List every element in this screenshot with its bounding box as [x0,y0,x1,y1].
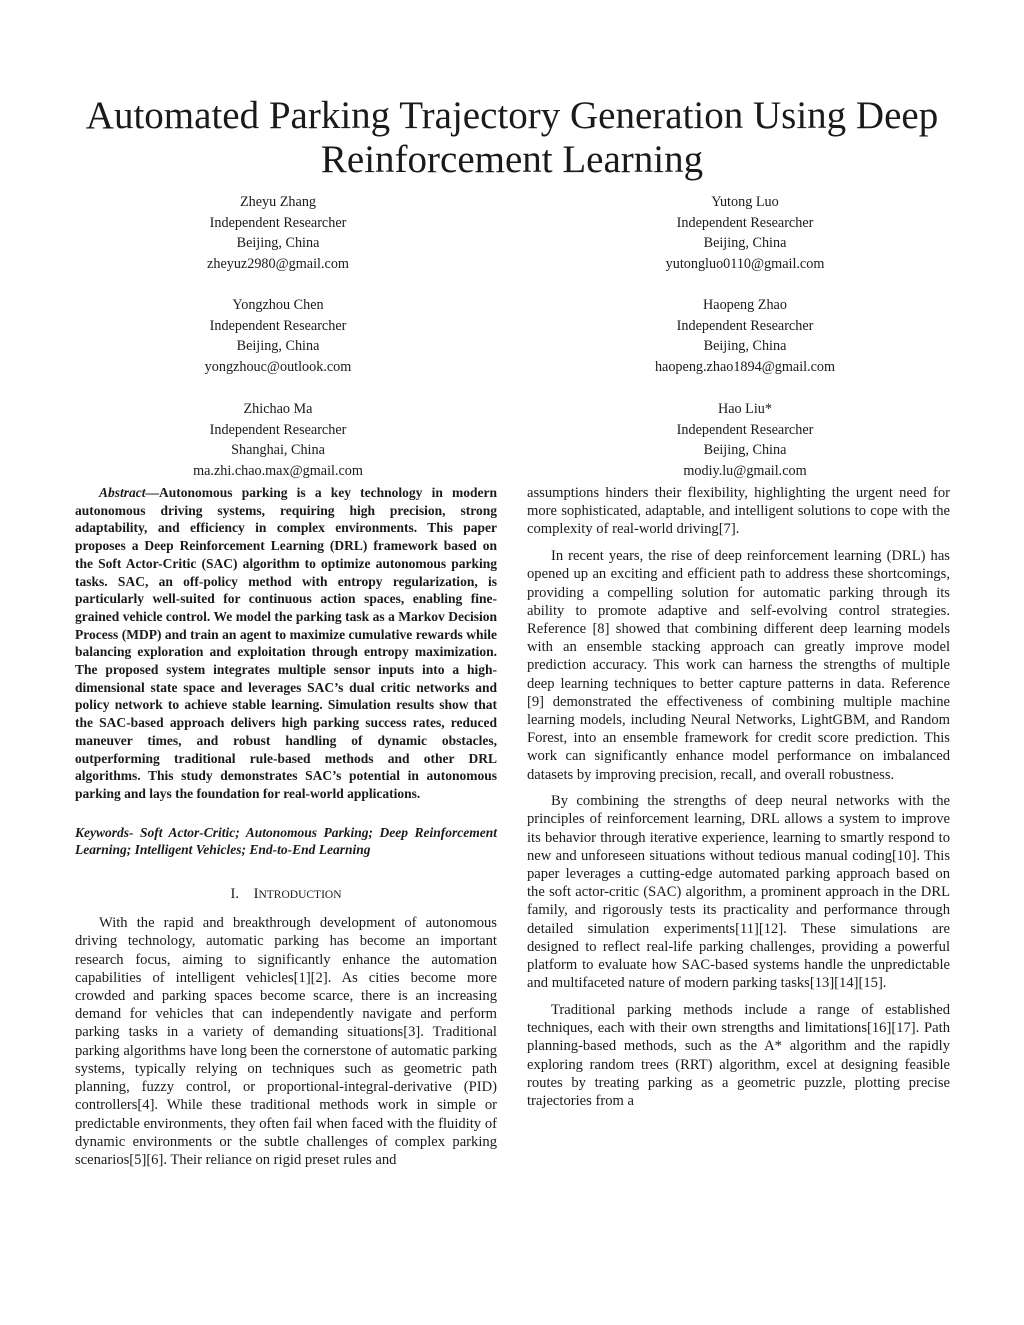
author-location: Beijing, China [703,442,787,459]
author-block-3 [128,295,428,378]
abstract-text: —Autonomous parking is a key technology in modern autonomous driving systems, requiring high precision, strong adaptability, and efficiency in complex environments. This paper proposes a Deep Reinforcement Learning (DRL) framework based on the Soft Actor-Critic (SAC) algorithm to optimize autonomous parking tasks. SAC, an off-policy method with entropy regularization, is particularly well-suited for continuous action spaces, enabling fine-grained vehicle control. We model the parking task as a Markov Decision Process (MDP) and train an agent to maximize cumulative rewards while balancing exploration and exploitation through entropy maximization. The proposed system integrates multiple sensor inputs into a high-dimensional state space and leverages SAC’s dual critic networks and policy network to achieve stable learning. Simulation results show that the SAC-based approach delivers high parking success rates, reduced maneuver times, and robust handling of dynamic obstacles, outperforming traditional rule-based methods and other DRL algorithms. This study demonstrates SAC’s potential in autonomous parking and lays the foundation for real-world applications. [75,485,497,801]
paragraph: With the rapid and breakthrough development of autonomous driving technology, automatic parking has become an important research focus, aiming to significantly enhance the automation capabilities of intelligent vehicles[1][2]. As cities become more crowded and parking spaces become scarce, there is an increasing demand for vehicles that can independently navigate and perform parking tasks in a variety of demanding situations[3]. Traditional parking algorithms have long been the cornerstone of automatic parking systems, typically relying on techniques such as geometric path planning, fuzzy control, or proportional-integral-derivative (PID) controllers[4]. While these traditional methods work in simple or predictable environments, they often fail when faced with the fluidity of dynamic environments or the subtle challenges of complex parking scenarios[5][6]. Their reliance on rigid preset rules and [75,915,497,1168]
right-column [527,484,950,1110]
author-block-1 [128,192,428,275]
author-block-6 [595,399,895,482]
author-email: yutongluo0110@gmail.com [665,256,825,273]
author-affiliation: Independent Researcher [209,214,347,231]
author-location: Shanghai, China [231,442,325,459]
author-email: ma.zhi.chao.max@gmail.com [193,463,363,480]
author-email: yongzhouc@outlook.com [204,359,352,376]
author-affiliation: Independent Researcher [676,421,814,438]
author-location: Beijing, China [703,235,787,252]
left-column [75,484,497,1169]
author-name: Yutong Luo [711,194,779,210]
paragraph: Traditional parking methods include a range of established techniques, each with their own strengths and limitations[16][17]. Path planning-based methods, such as the A* algorithm and the rapidly exploring random trees (RRT) algorithm, excel at designing feasible routes by treating parking as a geometric puzzle, plotting precise trajectories from a [527,1001,950,1109]
author-location: Beijing, China [236,338,320,355]
author-affiliation: Independent Researcher [209,421,347,438]
paragraph: assumptions hinders their flexibility, highlighting the urgent need for more sophisticated, adaptable, and intelligent solutions to cope with the complexity of real-world driving[7]. [527,485,950,538]
author-block-4 [595,295,895,378]
section-title-rest: NTRODUCTION [258,889,342,902]
author-block-5 [128,399,428,482]
section-heading [75,885,497,904]
author-email: zheyuz2980@gmail.com [207,256,349,273]
author-affiliation: Independent Researcher [209,317,347,334]
section-title-initial: I [253,886,259,903]
author-affiliation: Independent Researcher [676,214,814,231]
author-email: modiy.lu@gmail.com [683,463,807,480]
section-number: I. [230,886,239,903]
author-name: Hao Liu* [718,401,772,417]
author-name: Zhichao Ma [243,401,313,417]
author-block-2 [595,192,895,275]
abstract-label: Abstract [99,485,146,500]
paper-title: Automated Parking Trajectory Generation Using Deep Reinforcement Learning [85,94,939,181]
author-name: Haopeng Zhao [703,297,787,313]
paragraph: By combining the strengths of deep neural networks with the principles of reinforcement learning, DRL allows a system to improve its behavior through iterative experience, learning to smartly respond to new and unforeseen situations without tedious manual coding[10]. This paper leverages a cutting-edge automated parking approach based on the soft actor-critic (SAC) algorithm, a prominent approach in the DRL family, and rigorously tests its practicality and performance through detailed simulation experiments[11][12]. These simulations are designed to reflect real-life parking challenges, providing a powerful platform to evaluate how SAC-based systems handle the unpredictable and multifaceted nature of modern parking tasks[13][14][15]. [527,793,950,992]
author-name: Yongzhou Chen [232,297,324,313]
author-email: haopeng.zhao1894@gmail.com [654,359,836,376]
author-name: Zheyu Zhang [239,194,317,210]
keywords: Keywords- Soft Actor-Critic; Autonomous Parking; Deep Reinforcement Learning; Intelligent Vehicles; End-to-End Learning [75,824,497,858]
abstract [75,484,497,803]
author-location: Beijing, China [236,235,320,252]
paragraph: In recent years, the rise of deep reinforcement learning (DRL) has opened up an exciting and efficient path to address these shortcomings, providing a compelling solution for automatic parking through its ability to promote adaptive and self-evolving control strategies. Reference [8] showed that combining different deep learning models with an ensemble stacking approach can greatly improve model prediction accuracy. This work can harness the strengths of multiple deep learning techniques to better capture patterns in data. Reference [9] demonstrated the effectiveness of combining multiple machine learning models, including Neural Networks, LightGBM, and Random Forest, into an ensemble framework for credit score prediction. This work can significantly enhance model performance on imbalanced datasets by improving precision, recall, and overall robustness. [527,548,950,783]
author-location: Beijing, China [703,338,787,355]
author-affiliation: Independent Researcher [676,317,814,334]
